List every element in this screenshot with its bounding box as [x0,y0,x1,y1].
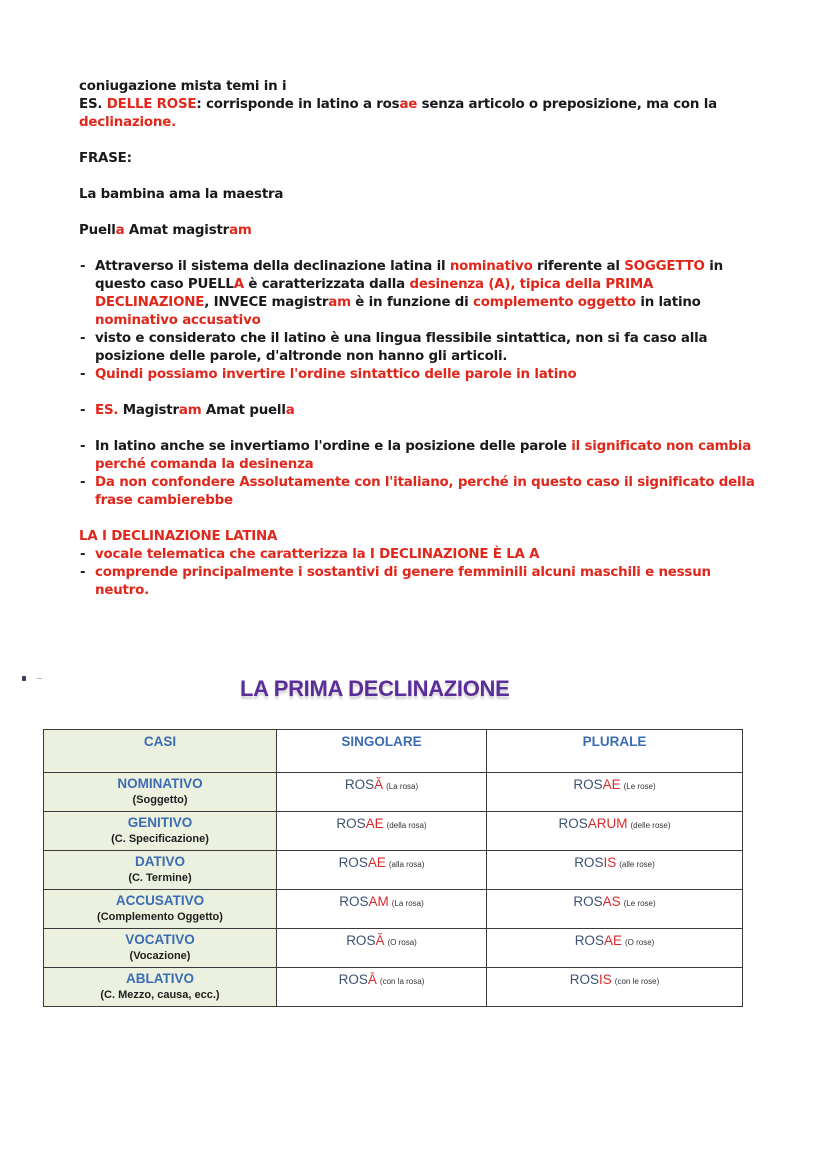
explanation-list [79,258,759,384]
bullet-sostantivi: - comprende principalmente i sostantivi di genere femminili alcuni maschili e nessun neutro. [79,564,759,600]
table-header-row [44,730,743,773]
plural-cell: ROSARUM (delle rose) [487,812,743,851]
plural-cell: ROSAE (Le rose) [487,773,743,812]
plural-cell: ROSAS (Le rose) [487,890,743,929]
declension-table [43,729,743,1007]
header-plurale: PLURALE [487,730,743,773]
singular-cell: ROSAE (della rosa) [277,812,487,851]
header-casi: CASI [44,730,277,773]
table-row [44,812,743,851]
case-cell: ACCUSATIVO (Complemento Oggetto) [44,890,277,929]
case-cell: NOMINATIVO (Soggetto) [44,773,277,812]
table-row [44,929,743,968]
plural-cell: ROSIS (con le rose) [487,968,743,1007]
singular-cell: ROSAE (alla rosa) [277,851,487,890]
plural-cell: ROSAE (O rose) [487,929,743,968]
section-title-prima-declinazione: LA I DECLINAZIONE LATINA [79,529,278,544]
bullet-nominativo: - Attraverso il sistema della declinazione latina il nominativo riferente al SOGGETTO in questo caso PUELLA è caratterizzata dalla desinenza (A), tipica della PRIMA DECLINAZIONE, INVECE magistram è in funzione di complemento oggetto in latino nominativo accusativo [79,258,759,330]
bullet-flessibile: - visto e considerato che il latino è una lingua flessibile sintattica, non si fa caso alla posizione delle parole, d'altronde non hanno gli articoli. [79,330,759,366]
note-line-coniugazione: coniugazione mista temi in i [79,79,287,94]
singular-cell: ROSĀ (con la rosa) [277,968,487,1007]
frase-latino: Puella Amat magistram [79,223,252,238]
bullet-vocale-tematica: - vocale telematica che caratterizza la I DECLINAZIONE È LA A [79,546,759,564]
bullet-significato: - In latino anche se invertiamo l'ordine e la posizione delle parole il significato non cambia perché comanda la desinenza [79,438,759,474]
table-title: LA PRIMA DECLINAZIONE [240,676,510,701]
table-row [44,890,743,929]
singular-cell: ROSĂ (O rosa) [277,929,487,968]
notes-section [79,78,759,600]
declinazione-list [79,546,759,600]
page-marker-icon [22,676,26,681]
example-list [79,402,759,420]
frase-italiano: La bambina ama la maestra [79,187,284,202]
bullet-example-magistram: - ES. Magistram Amat puella [79,402,759,420]
table-row [44,773,743,812]
case-cell: ABLATIVO (C. Mezzo, causa, ecc.) [44,968,277,1007]
page-marker-dash-icon [37,678,42,679]
frase-label: FRASE: [79,151,132,166]
header-singolare: SINGOLARE [277,730,487,773]
table-row [44,968,743,1007]
bullet-non-confondere: - Da non confondere Assolutamente con l'italiano, perché in questo caso il significato della frase cambierebbe [79,474,759,510]
significato-list [79,438,759,510]
case-cell: DATIVO (C. Termine) [44,851,277,890]
plural-cell: ROSIS (alle rose) [487,851,743,890]
singular-cell: ROSĂ (La rosa) [277,773,487,812]
case-cell: VOCATIVO (Vocazione) [44,929,277,968]
table-row [44,851,743,890]
note-example-delle-rose: ES. DELLE ROSE: corrisponde in latino a rosae senza articolo o preposizione, ma con la declinazione. [79,97,717,130]
bullet-invertire: - Quindi possiamo invertire l'ordine sintattico delle parole in latino [79,366,759,384]
singular-cell: ROSAM (La rosa) [277,890,487,929]
case-cell: GENITIVO (C. Specificazione) [44,812,277,851]
